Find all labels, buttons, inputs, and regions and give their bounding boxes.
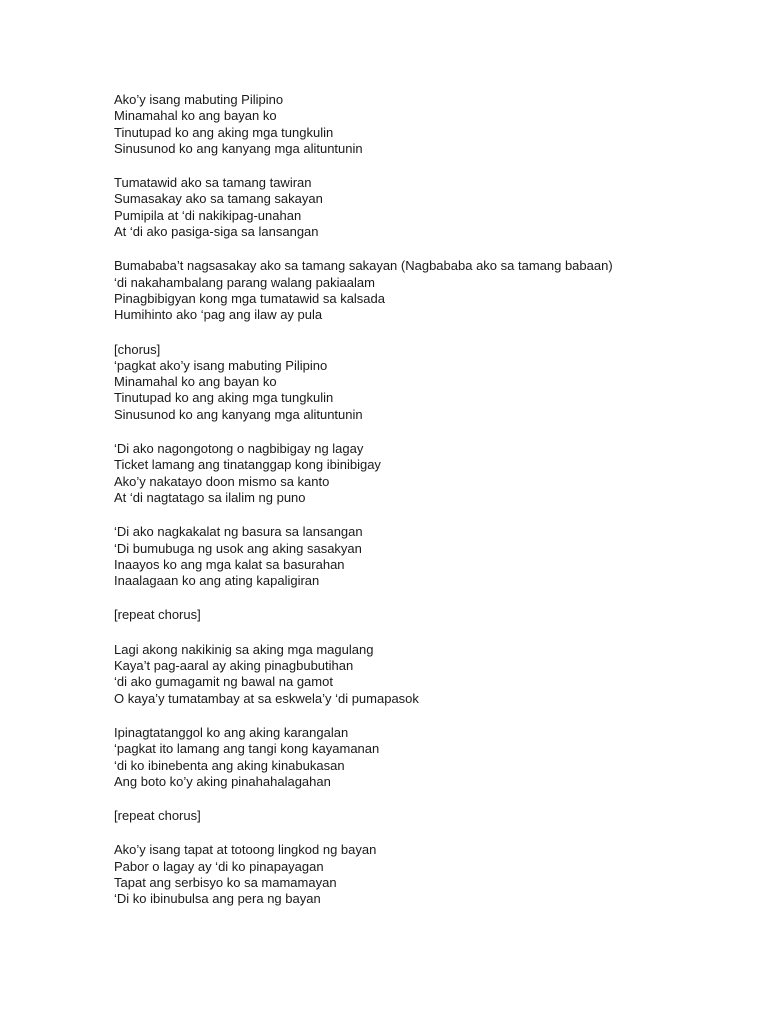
lyric-line: Tinutupad ko ang aking mga tungkulin — [114, 124, 334, 140]
stanza — [114, 808, 754, 824]
lyric-line: Inaayos ko ang mga kalat sa basurahan — [114, 556, 345, 572]
stanza — [114, 725, 754, 790]
lyric-line: Tumatawid ako sa tamang tawiran — [114, 175, 312, 191]
stanza — [114, 607, 754, 623]
lyric-line: ‘Di ako nagongotong o nagbibigay ng lagay — [114, 441, 364, 457]
lyric-line: ‘di ako gumagamit ng bawal na gamot — [114, 674, 333, 690]
lyric-line: Inaalagaan ko ang ating kapaligiran — [114, 573, 320, 589]
lyric-line: At ‘di ako pasiga-siga sa lansangan — [114, 224, 319, 240]
stanza — [114, 642, 754, 707]
lyric-line: Tapat ang serbisyo ko sa mamamayan — [114, 874, 337, 890]
lyric-line: [chorus] — [114, 341, 161, 357]
lyric-line: Kaya’t pag-aaral ay aking pinagbubutihan — [114, 658, 354, 674]
lyric-line: Ang boto ko’y aking pinahahalagahan — [114, 773, 331, 789]
stanza — [114, 842, 754, 907]
lyric-line: Minamahal ko ang bayan ko — [114, 108, 277, 124]
lyric-line: Tinutupad ko ang aking mga tungkulin — [114, 390, 334, 406]
lyric-line: Pumipila at ‘di nakikipag-unahan — [114, 207, 302, 223]
lyric-line: Ako’y isang mabuting Pilipino — [114, 92, 284, 107]
lyric-line: Ako’y isang tapat at totoong lingkod ng bayan — [114, 842, 377, 858]
lyric-line: ‘pagkat ako’y isang mabuting Pilipino — [114, 357, 328, 373]
lyric-line: At ‘di nagtatago sa ilalim ng puno — [114, 489, 306, 505]
stanza — [114, 342, 754, 423]
lyric-line: ‘Di ako nagkakalat ng basura sa lansangan — [114, 524, 363, 540]
lyric-line: ‘Di ko ibinubulsa ang pera ng bayan — [114, 891, 321, 907]
lyric-line: Sinusunod ko ang kanyang mga alituntunin — [114, 406, 363, 422]
lyric-line: Bumababa’t nagsasakay ako sa tamang sakayan (Nagbababa ako sa tamang babaan) — [114, 258, 613, 274]
lyric-line: Minamahal ko ang bayan ko — [114, 374, 277, 390]
lyric-line: ‘pagkat ito lamang ang tangi kong kayamanan — [114, 741, 380, 757]
lyric-line: Sumasakay ako sa tamang sakayan — [114, 191, 323, 207]
lyric-line: Ticket lamang ang tinatanggap kong ibinibigay — [114, 457, 381, 473]
lyric-line: ‘Di bumubuga ng usok ang aking sasakyan — [114, 540, 362, 556]
stanza — [114, 175, 754, 240]
lyric-line: Sinusunod ko ang kanyang mga alituntunin — [114, 140, 363, 156]
lyric-line: Ipinagtatanggol ko ang aking karangalan — [114, 724, 349, 740]
lyric-line: [repeat chorus] — [114, 607, 201, 623]
lyric-line: Lagi akong nakikinig sa aking mga magulang — [114, 641, 374, 657]
lyric-line: ‘di ko ibinebenta ang aking kinabukasan — [114, 757, 345, 773]
lyric-line: Ako’y nakatayo doon mismo sa kanto — [114, 473, 330, 489]
stanza — [114, 441, 754, 506]
lyric-line: Humihinto ako ‘pag ang ilaw ay pula — [114, 307, 323, 323]
lyric-line: O kaya’y tumatambay at sa eskwela’y ‘di pumapasok — [114, 690, 419, 706]
lyric-line: Pabor o lagay ay ‘di ko pinapayagan — [114, 858, 324, 874]
lyrics-document — [114, 92, 754, 926]
stanza — [114, 92, 754, 157]
stanza — [114, 258, 754, 323]
lyric-line: ‘di nakahambalang parang walang pakiaalam — [114, 274, 375, 290]
lyric-line: Pinagbibigyan kong mga tumatawid sa kalsada — [114, 290, 386, 306]
stanza — [114, 524, 754, 589]
lyric-line: [repeat chorus] — [114, 808, 201, 824]
